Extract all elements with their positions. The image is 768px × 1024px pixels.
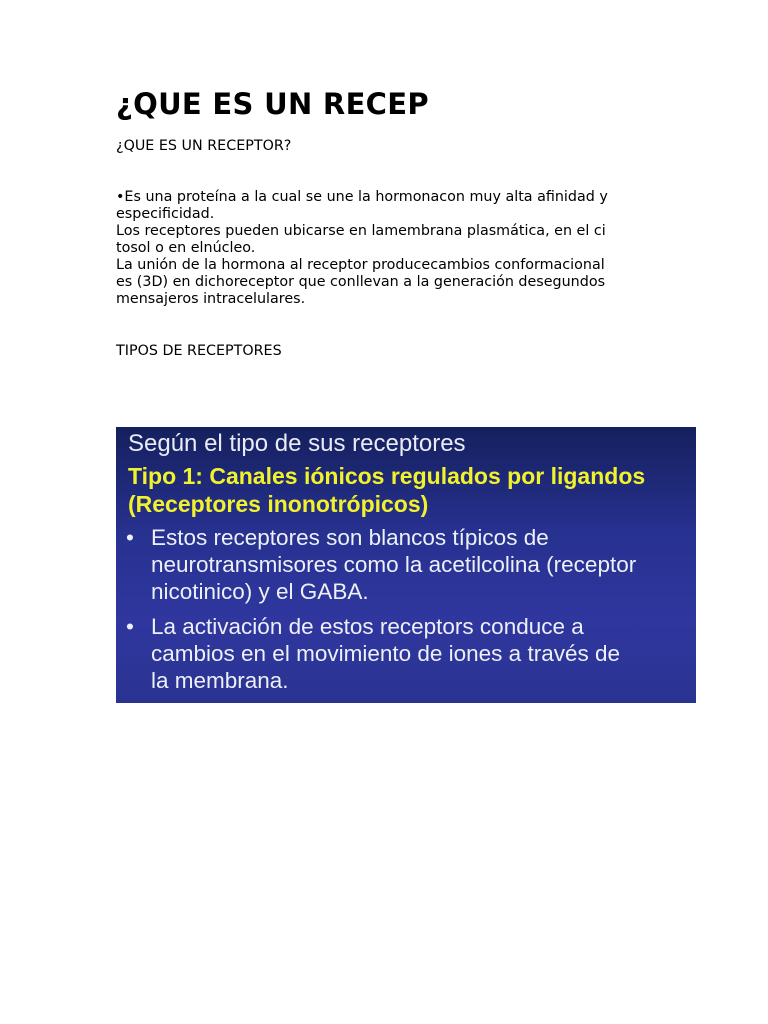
- slide-bullet-line: la membrana.: [151, 668, 289, 693]
- bullet-dot-icon: •: [126, 525, 134, 550]
- body-paragraph: [116, 189, 676, 308]
- slide-subheading-line: Tipo 1: Canales iónicos regulados por ligandos: [128, 463, 646, 489]
- slide-bullet-line: neurotransmisores como la acetilcolina (receptor: [151, 552, 637, 577]
- body-line: mensajeros intracelulares.: [116, 291, 306, 307]
- section-heading: TIPOS DE RECEPTORES: [116, 343, 282, 359]
- bullet-dot-icon: •: [126, 614, 134, 639]
- slide-heading: Según el tipo de sus receptores: [128, 430, 466, 457]
- slide-subheading: [128, 462, 645, 518]
- slide-bullet-line: La activación de estos receptors conduce a: [151, 614, 584, 639]
- slide-image: [116, 427, 696, 703]
- document-title: ¿QUE ES UN RECEP: [116, 87, 429, 121]
- slide-subheading-line: (Receptores inonotrópicos): [128, 491, 429, 517]
- slide-bullet-line: Estos receptores son blancos típicos de: [151, 525, 549, 550]
- body-line: es (3D) en dichoreceptor que conllevan a la generación desegundos: [116, 274, 606, 290]
- body-line: tosol o en elnúcleo.: [116, 240, 256, 256]
- document-subtitle: ¿QUE ES UN RECEPTOR?: [116, 138, 292, 154]
- body-line: Los receptores pueden ubicarse en lamembrana plasmática, en el ci: [116, 223, 606, 239]
- body-line: •Es una proteína a la cual se une la hormonacon muy alta afinidad y: [116, 189, 608, 205]
- body-line: La unión de la hormona al receptor producecambios conformacional: [116, 257, 605, 273]
- slide-bullet-line: nicotinico) y el GABA.: [151, 579, 369, 604]
- slide-bullet-line: cambios en el movimiento de iones a través de: [151, 641, 620, 666]
- body-line: especificidad.: [116, 206, 215, 222]
